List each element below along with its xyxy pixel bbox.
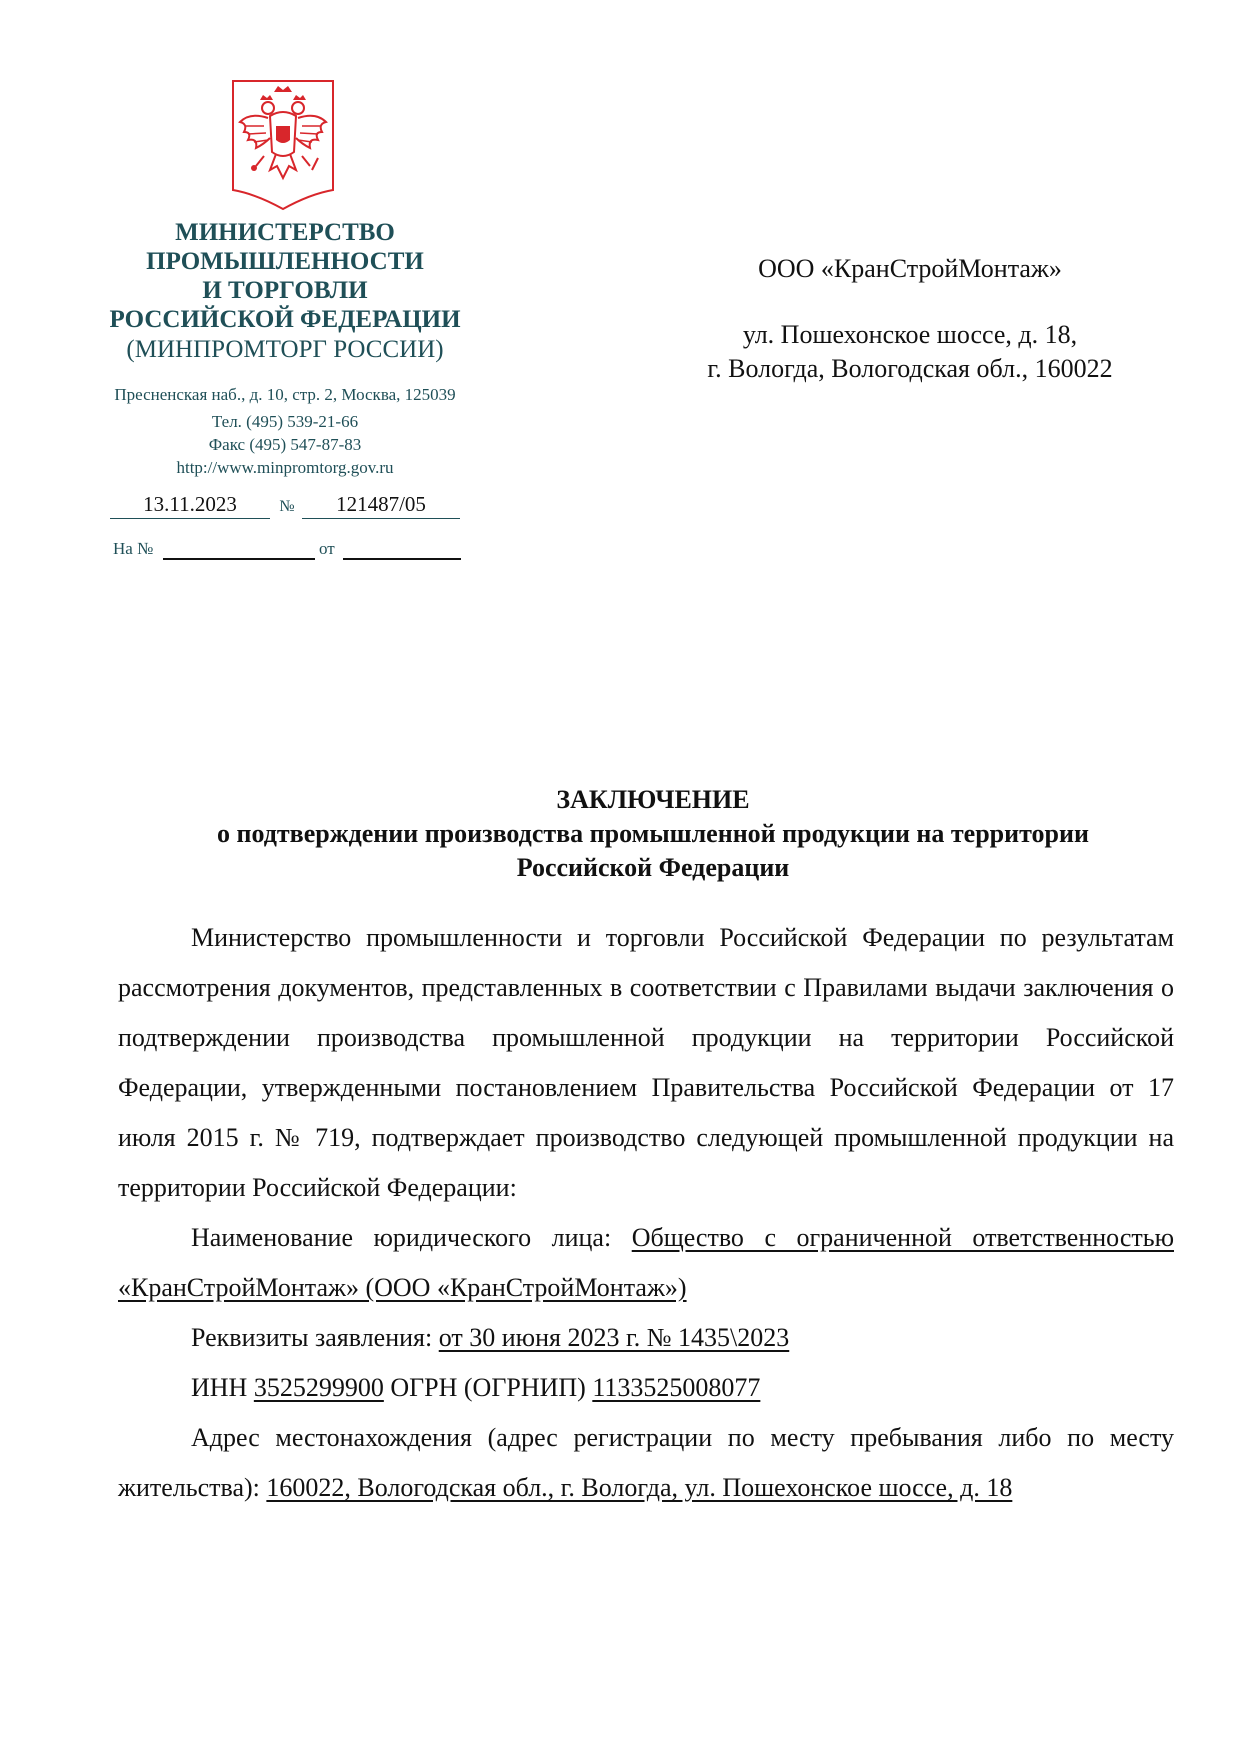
application-value: от 30 июня 2023 г. № 1435\2023 bbox=[438, 1323, 790, 1352]
recipient-org: ООО «КранСтройМонтаж» bbox=[758, 254, 1062, 283]
reference-from-label: от bbox=[319, 539, 335, 558]
ministry-phone: Тел. (495) 539-21-66 bbox=[211, 412, 359, 431]
reference-date-blank bbox=[343, 558, 461, 560]
number-sign: № bbox=[279, 498, 295, 515]
ministry-website: http://www.minpromtorg.gov.ru bbox=[176, 458, 394, 477]
ministry-abbreviation: (МИНПРОМТОРГ РОССИИ) bbox=[126, 336, 444, 363]
address-label: Адрес местонахождения (адрес регистрации по месту пребывания либо по месту жительства): bbox=[118, 1423, 1174, 1502]
title-line: Российской Федерации bbox=[516, 853, 790, 882]
coat-of-arms-icon bbox=[230, 78, 336, 212]
ministry-fax: Факс (495) 547-87-83 bbox=[208, 435, 362, 454]
document-title bbox=[118, 783, 1188, 885]
document-body bbox=[118, 913, 1174, 1513]
ogrn-value: 1133525008077 bbox=[592, 1373, 761, 1402]
ministry-contacts bbox=[75, 380, 495, 479]
ministry-name-line: МИНИСТЕРСТВО bbox=[175, 219, 395, 246]
ministry-name-line: РОССИЙСКОЙ ФЕДЕРАЦИИ bbox=[109, 306, 461, 333]
recipient-address-line2: г. Вологда, Вологодская обл., 160022 bbox=[707, 354, 1113, 383]
registration-line bbox=[110, 490, 460, 520]
registration-date: 13.11.2023 bbox=[110, 490, 270, 519]
legal-name-paragraph bbox=[118, 1213, 1174, 1313]
legal-name-value: Общество с ограниченной ответственностью «КранСтройМонтаж» (ООО «КранСтройМонтаж») bbox=[118, 1223, 1174, 1302]
recipient-address-line1: ул. Пошехонское шоссе, д. 18, bbox=[742, 320, 1078, 349]
address-paragraph bbox=[118, 1413, 1174, 1513]
ministry-name-line: И ТОРГОВЛИ bbox=[202, 277, 368, 304]
ministry-name-line: ПРОМЫШЛЕННОСТИ bbox=[146, 248, 424, 275]
legal-name-label: Наименование юридического лица: bbox=[191, 1223, 612, 1252]
title-line: ЗАКЛЮЧЕНИЕ bbox=[556, 785, 750, 814]
ministry-header bbox=[75, 218, 495, 365]
registration-number: 121487/05 bbox=[302, 490, 460, 519]
address-value: 160022, Вологодская обл., г. Вологда, ул. Пошехонское шоссе, д. 18 bbox=[266, 1473, 1013, 1502]
recipient-block bbox=[660, 252, 1160, 386]
inn-value: 3525299900 bbox=[253, 1373, 384, 1402]
inn-label: ИНН bbox=[191, 1373, 248, 1402]
application-label: Реквизиты заявления: bbox=[191, 1323, 433, 1352]
intro-paragraph: Министерство промышленности и торговли Российской Федерации по результатам рассмотрения документов, представленных в соответствии с Правилами выдачи заключения о подтверждении производства промышленной продукции на территории Российской Федерации, утвержденными постановлением Правительства Российской Федерации от 17 июля 2015 г. № 719, подтверждает производство следующей промышленной продукции на территории Российской Федерации: bbox=[118, 923, 1174, 1202]
title-line: о подтверждении производства промышленной продукции на территории bbox=[217, 819, 1089, 848]
ministry-address: Пресненская наб., д. 10, стр. 2, Москва, 125039 bbox=[114, 385, 456, 404]
ogrn-label: ОГРН (ОГРНИП) bbox=[390, 1373, 586, 1402]
application-paragraph bbox=[118, 1313, 1174, 1363]
inn-ogrn-paragraph bbox=[118, 1363, 1174, 1413]
reference-line bbox=[113, 537, 463, 563]
reference-number-blank bbox=[163, 558, 315, 560]
reference-label: На № bbox=[113, 539, 154, 558]
